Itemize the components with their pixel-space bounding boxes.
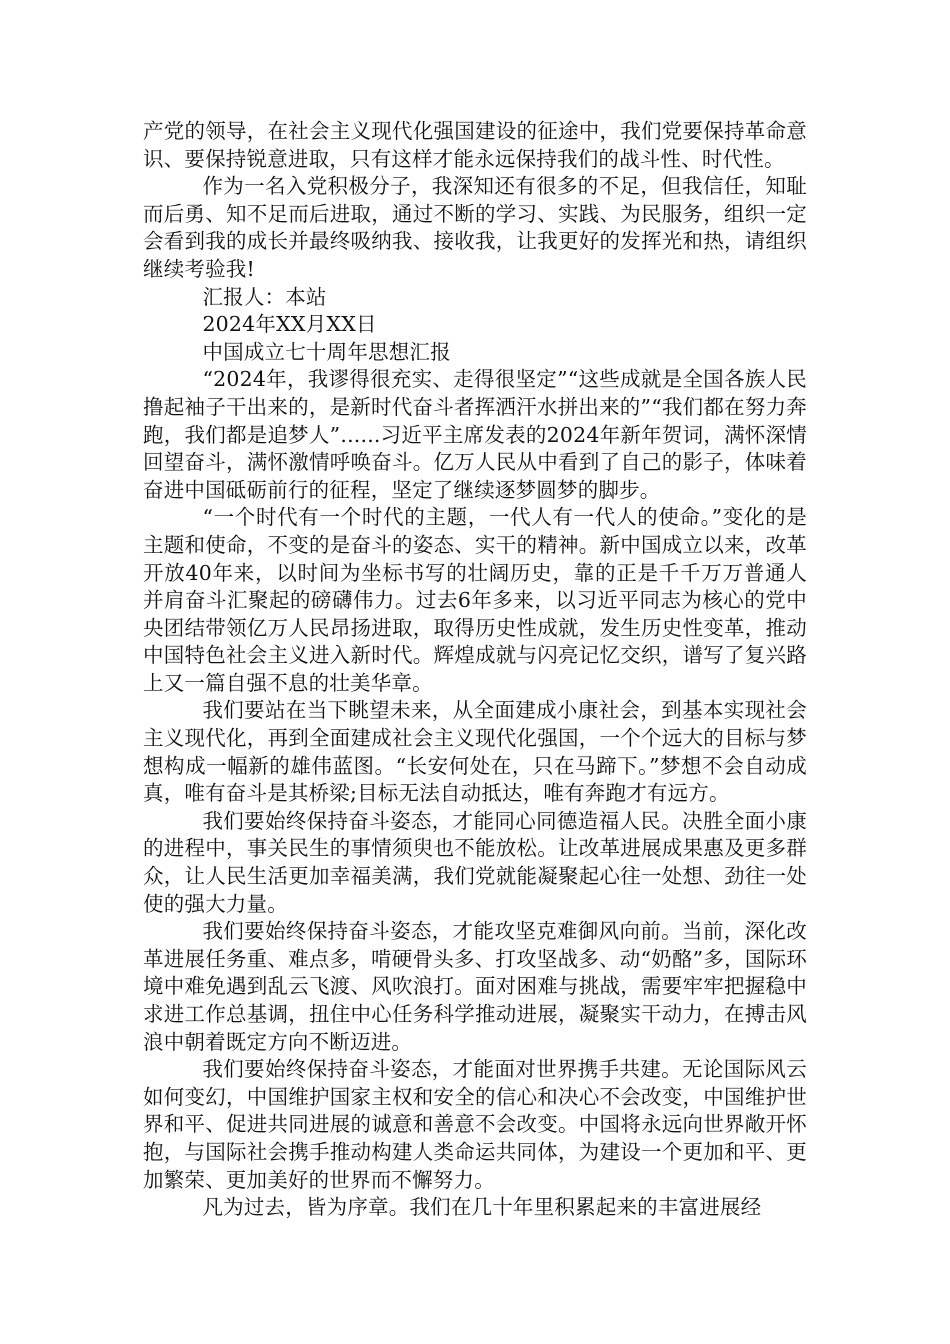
- section-title: 中国成立七十周年思想汇报: [202, 339, 451, 364]
- paragraph-overcome-difficulties: 我们要始终保持奋斗姿态，才能攻坚克难御风向前。当前，深化改革进展任务重、难点多，啃硬骨头多、打攻坚战多、动“奶酪”多，国际环境中难免遇到乱云飞渡、风吹浪打。面对困难与挑战，需要牢牢把握稳中求进工作总基调，扭住中心任务科学推动进展，凝聚实干动力，在搏击风浪中朝着既定方向不断迈进。: [143, 919, 807, 1054]
- reporter-line: 汇报人：本站: [202, 284, 327, 309]
- paragraph-serve-people: 我们要始终保持奋斗姿态，才能同心同德造福人民。决胜全面小康的进程中，事关民生的事情须臾也不能放松。让改革进展成果惠及更多群众，让人民生活更加幸福美满，我们党就能凝聚起心往一处想、劲往一处使的强大力量。: [143, 808, 807, 916]
- paragraph-continuation: 产党的领导，在社会主义现代化强国建设的征途中，我们党要保持革命意识、要保持锐意进取，只有这样才能永远保持我们的战斗性、时代性。: [143, 119, 807, 171]
- paragraph-new-year-address: “2024年，我谬得很充实、走得很坚定”“这些成就是全国各族人民撸起袖子干出来的，是新时代奋斗者挥洒汗水拼出来的”“我们都在努力奔跑，我们都是追梦人”......习近平主席发表的2024年新年贺词，满怀深情回望奋斗，满怀激情呼唤奋斗。亿万人民从中看到了自己的影子，体味着奋进中国砥砺前行的征程，坚定了继续逐梦圆梦的脚步。: [143, 367, 807, 502]
- paragraph-commitment: 作为一名入党积极分子，我深知还有很多的不足，但我信任，知耻而后勇、知不足而后进取，通过不断的学习、实践、为民服务，组织一定会看到我的成长并最终吸纳我、接收我，让我更好的发挥光和热，请组织继续考验我!: [143, 174, 807, 281]
- date-line: 2024年XX月XX日: [202, 312, 377, 337]
- paragraph-future-goals: 我们要站在当下眺望未来，从全面建成小康社会，到基本实现社会主义现代化，再到全面建成社会主义现代化强国，一个个远大的目标与梦想构成一幅新的雄伟蓝图。“长安何处在，只在马蹄下。”梦想不会自动成真，唯有奋斗是其桥梁;目标无法自动抵达，唯有奔跑才有远方。: [143, 698, 807, 806]
- paragraph-prologue: 凡为过去，皆为序章。我们在几十年里积累起来的丰富进展经: [202, 1195, 762, 1220]
- document-body: [143, 118, 807, 1222]
- paragraph-era-mission: “一个时代有一个时代的主题，一代人有一代人的使命。”变化的是主题和使命，不变的是奋斗的姿态、实干的精神。新中国成立以来，改革开放40年来，以时间为坐标书写的壮阔历史，靠的正是千千万万普通人并肩奋斗汇聚起的磅礴伟力。过去6年多来，以习近平同志为核心的党中央团结带领亿万人民昂扬进取，取得历史性成就，发生历史性变革，推动中国特色社会主义进入新时代。辉煌成就与闪亮记忆交织，谱写了复兴路上又一篇自强不息的壮美华章。: [143, 505, 807, 695]
- paragraph-world-cooperation: 我们要始终保持奋斗姿态，才能面对世界携手共建。无论国际风云如何变幻，中国维护国家主权和安全的信心和决心不会改变，中国维护世界和平、促进共同进展的诚意和善意不会改变。中国将永远向世界敞开怀抱，与国际社会携手推动构建人类命运共同体，为建设一个更加和平、更加繁荣、更加美好的世界而不懈努力。: [143, 1057, 807, 1192]
